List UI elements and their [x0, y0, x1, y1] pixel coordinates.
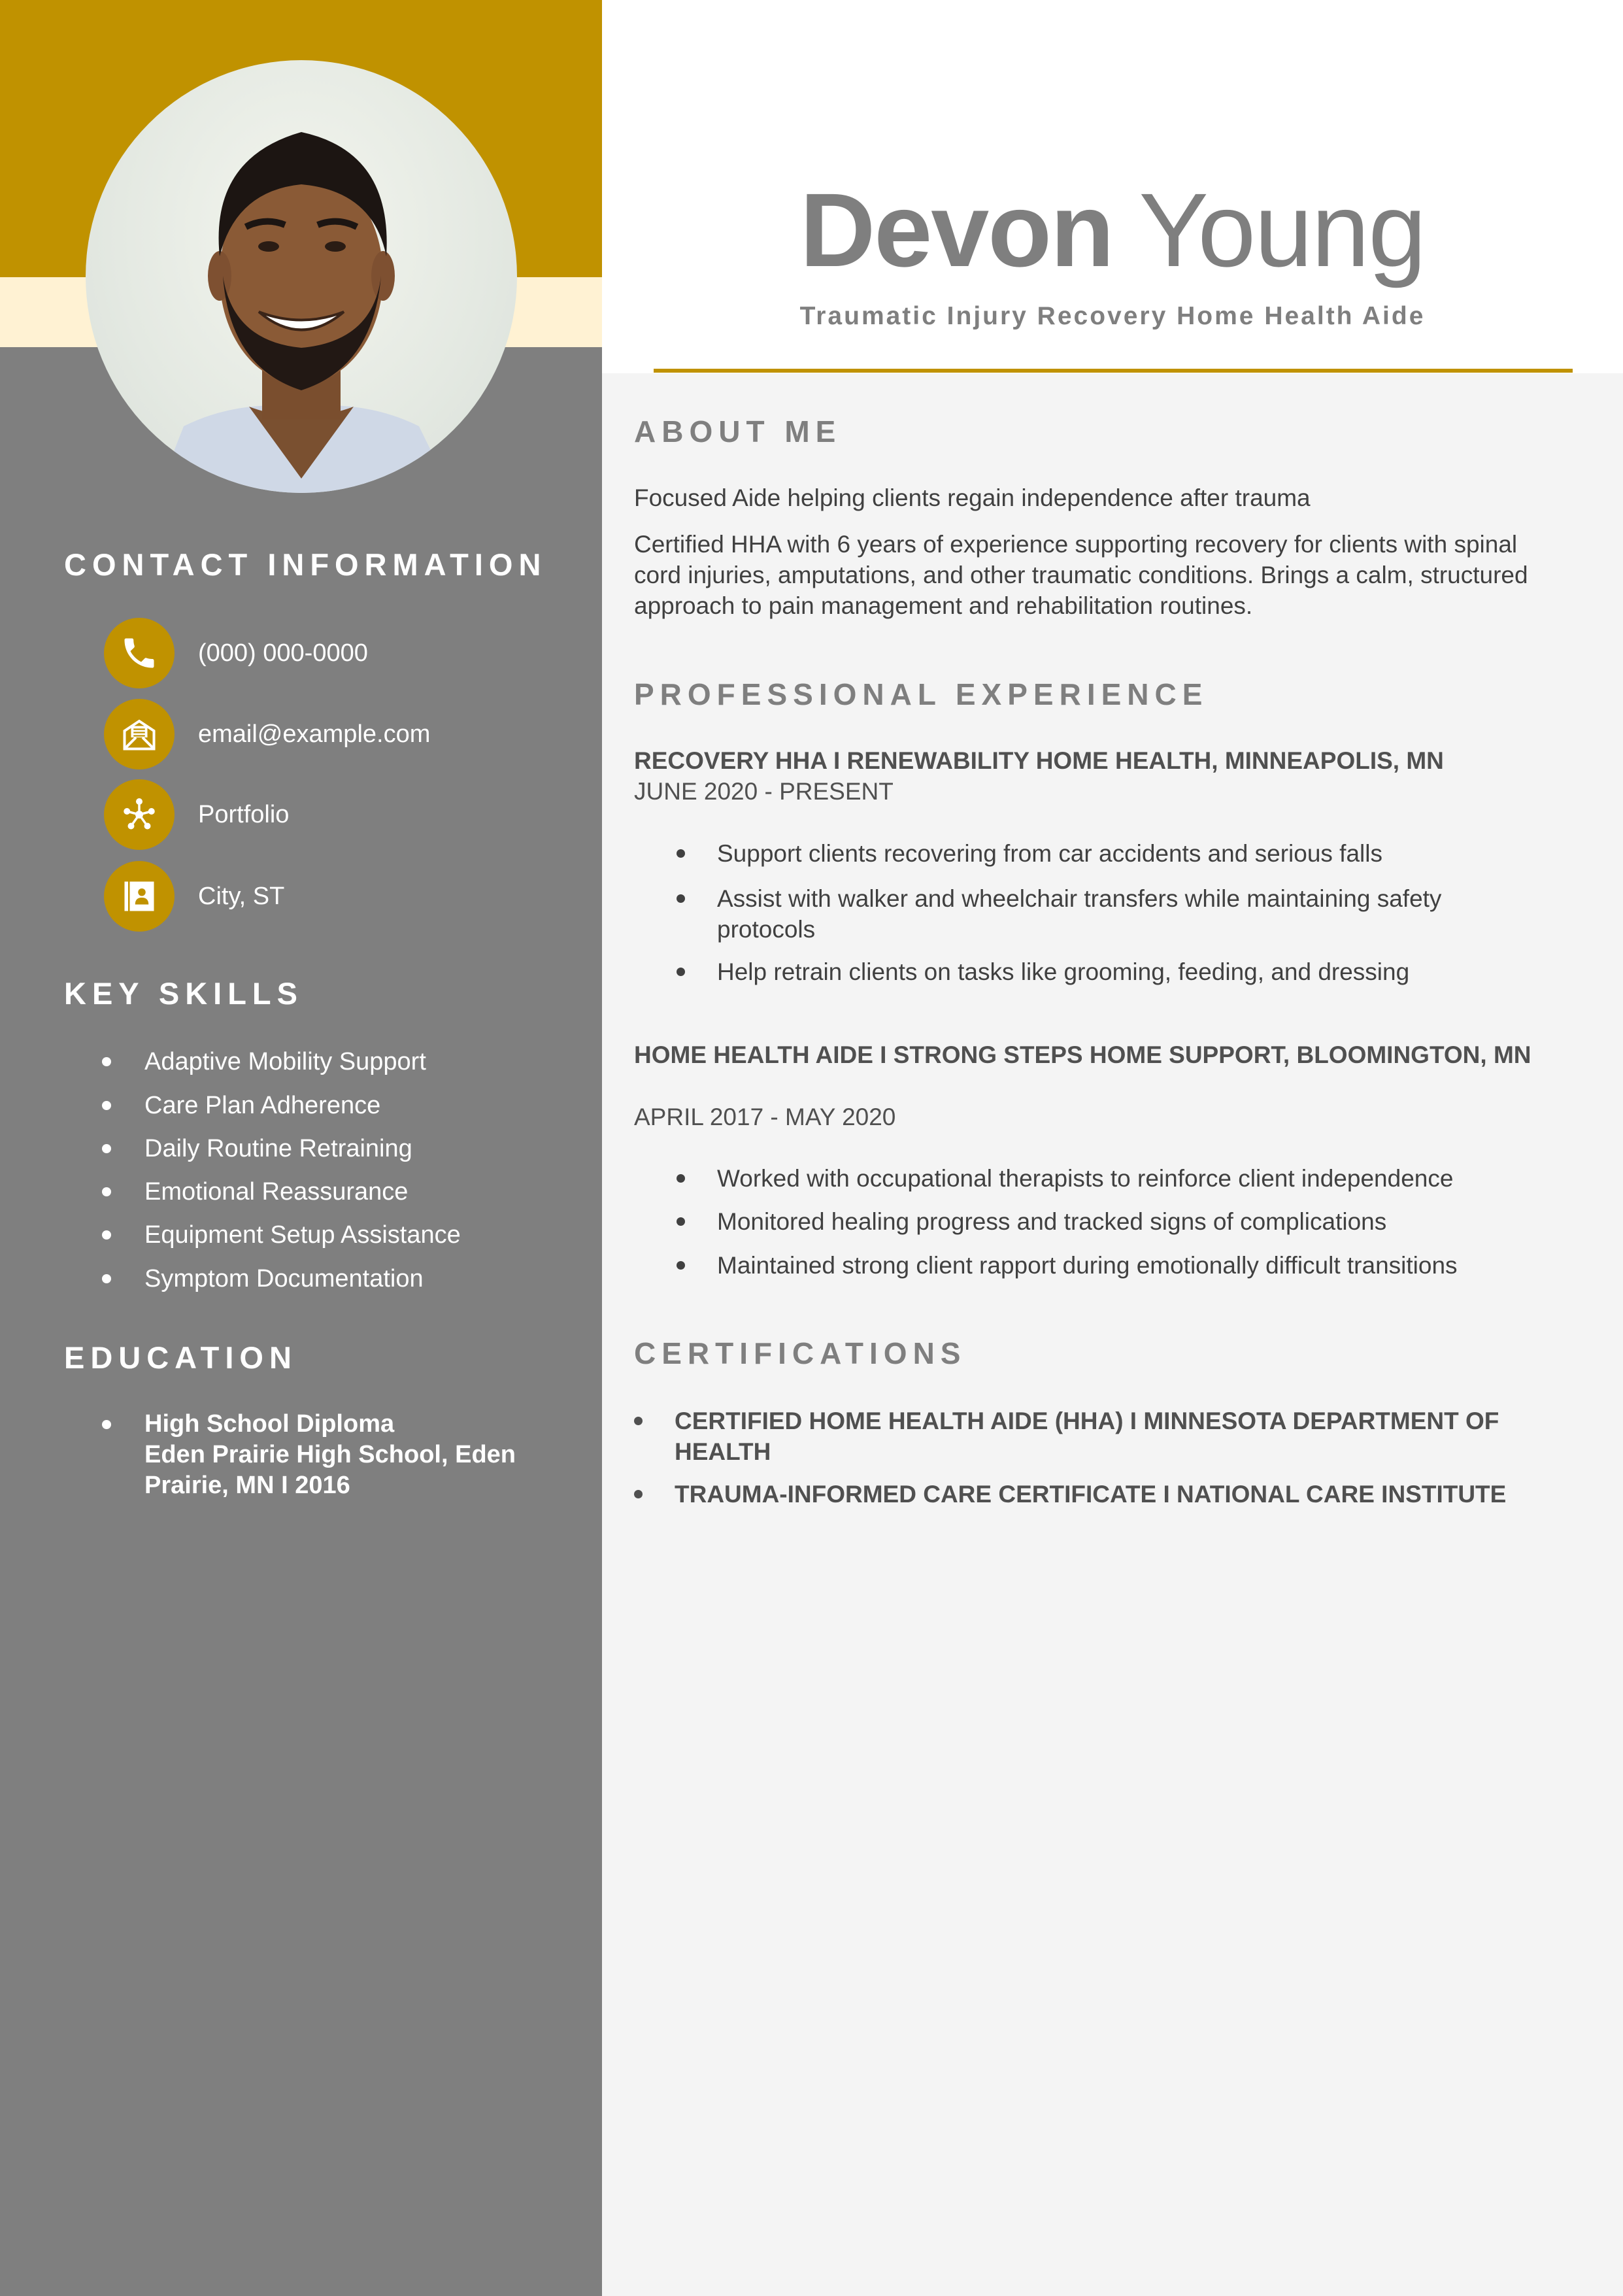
portfolio-network-icon: [104, 779, 175, 850]
last-name: Young: [1139, 171, 1426, 288]
bullet-icon: [102, 1230, 111, 1240]
bullet-icon: [677, 894, 685, 903]
phone-number: (000) 000-0000: [198, 639, 368, 667]
bullet-icon: [102, 1420, 111, 1429]
job-2-dates: APRIL 2017 - MAY 2020: [634, 1104, 896, 1130]
bullet-icon: [102, 1057, 111, 1066]
contact-email[interactable]: [104, 699, 430, 769]
job-1-title: RECOVERY HHA I RENEWABILITY HOME HEALTH, MINNEAPOLIS, MN: [634, 747, 1444, 774]
bullet-icon: [634, 1417, 643, 1425]
contact-phone[interactable]: [104, 618, 368, 688]
about-tagline: Focused Aide helping clients regain independence after trauma: [634, 484, 1311, 511]
bullet-icon: [102, 1144, 111, 1153]
bullet-icon: [677, 849, 685, 858]
bullet-icon: [677, 1217, 685, 1226]
location: City, ST: [198, 882, 285, 910]
contact-portfolio[interactable]: [104, 779, 289, 850]
phone-icon: [104, 618, 175, 688]
job-2-title: HOME HEALTH AIDE I STRONG STEPS HOME SUPPORT, BLOOMINGTON, MN: [634, 1041, 1531, 1068]
email-address: email@example.com: [198, 720, 431, 748]
profile-photo: [86, 60, 517, 493]
school: Eden Prairie High School, Eden Prairie, MN I 2016: [144, 1441, 516, 1499]
email-icon: [104, 699, 175, 769]
portrait-illustration: [86, 60, 517, 493]
contact-location[interactable]: [104, 861, 284, 932]
bullet-icon: [677, 1174, 685, 1183]
bullet-icon: [677, 1261, 685, 1270]
experience-heading: PROFESSIONAL EXPERIENCE: [634, 677, 1209, 711]
bullet-icon: [634, 1490, 643, 1498]
about-heading: ABOUT ME: [634, 414, 842, 448]
bullet-icon: [102, 1274, 111, 1283]
job-1-dates: JUNE 2020 - PRESENT: [634, 778, 894, 805]
certifications-heading: CERTIFICATIONS: [634, 1336, 967, 1370]
header-divider: [654, 369, 1573, 373]
bullet-icon: [677, 968, 685, 976]
skills-heading: KEY SKILLS: [64, 976, 303, 1011]
first-name: Devon: [799, 171, 1113, 288]
job-title: Traumatic Injury Recovery Home Health Aide: [799, 302, 1426, 330]
bullet-icon: [102, 1187, 111, 1196]
address-book-icon: [104, 861, 175, 932]
contact-heading: CONTACT INFORMATION: [64, 547, 547, 582]
education-heading: EDUCATION: [64, 1340, 297, 1375]
about-summary: Certified HHA with 6 years of experience supporting recovery for clients with spinal cord injuries, amputations, and other traumatic conditions. Brings a calm, structured approach to pain management and rehabilitation routines.: [634, 531, 1528, 619]
bullet-icon: [102, 1101, 111, 1110]
candidate-name: [602, 171, 1623, 289]
portfolio-link: Portfolio: [198, 800, 290, 828]
degree: High School Diploma: [144, 1410, 395, 1438]
